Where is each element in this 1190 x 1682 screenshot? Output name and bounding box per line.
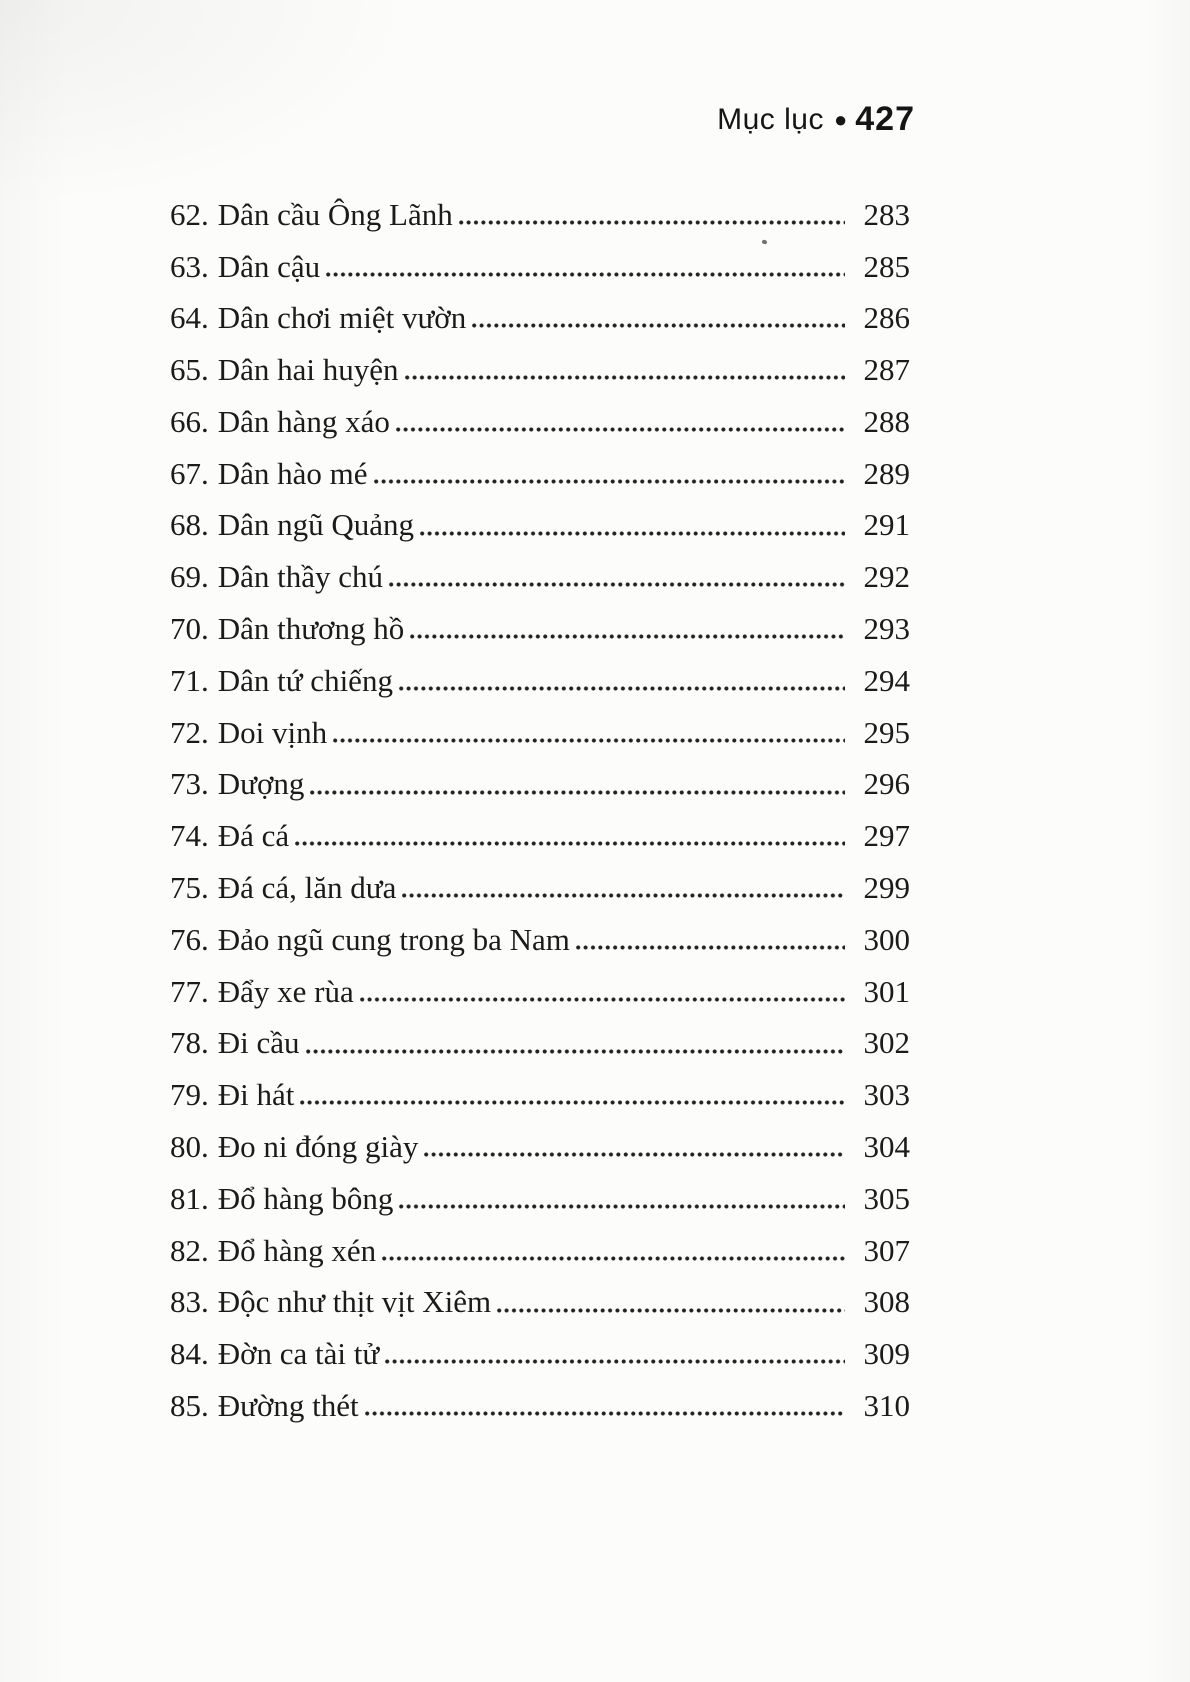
entry-page-number: 295 (863, 714, 910, 750)
entry-title: Doi vịnh (217, 714, 328, 750)
entry-label (170, 923, 570, 957)
entry-page-number: 304 (863, 1129, 910, 1165)
dot-leader (332, 736, 845, 745)
entry-number: 70. (170, 611, 209, 647)
dot-leader (409, 632, 845, 641)
section-title: Mục lục (717, 102, 824, 136)
entry-number: 84. (170, 1336, 209, 1372)
entry-title: Dân cầu Ông Lãnh (217, 196, 453, 232)
entry-number: 71. (170, 662, 209, 698)
dot-leader (384, 1357, 845, 1366)
entry-title: Đá cá, lăn dưa (217, 870, 397, 906)
entry-title: Dân chơi miệt vườn (217, 300, 467, 336)
entry-title: Đảo ngũ cung trong ba Nam (217, 921, 570, 957)
dot-leader (401, 891, 845, 900)
entry-page-number: 307 (863, 1232, 910, 1268)
toc-entry (170, 1216, 910, 1268)
entry-page-number: 305 (863, 1180, 910, 1216)
entry-title: Đường thét (217, 1388, 359, 1424)
dot-leader (299, 1098, 845, 1107)
entry-page-number: 293 (863, 611, 910, 647)
dot-leader (381, 1254, 845, 1263)
dot-leader (398, 684, 845, 693)
toc-entry (170, 802, 910, 854)
entry-title: Đo ni đóng giày (217, 1129, 419, 1165)
toc-list (170, 180, 910, 1423)
entry-label (170, 1285, 491, 1319)
toc-entry (170, 491, 910, 543)
dot-leader (458, 218, 845, 227)
entry-page-number: 292 (863, 559, 910, 595)
dot-leader (398, 1202, 845, 1211)
entry-title: Dân hào mé (217, 455, 368, 491)
entry-page-number: 300 (863, 921, 910, 957)
entry-title: Dân thầy chú (217, 559, 384, 595)
dot-leader (388, 580, 845, 589)
entry-number: 68. (170, 507, 209, 543)
entry-number: 76. (170, 921, 209, 957)
dot-leader (359, 995, 845, 1004)
entry-page-number: 310 (863, 1388, 910, 1424)
entry-page-number: 294 (863, 662, 910, 698)
entry-page-number: 299 (863, 870, 910, 906)
bullet-separator-icon: ● (833, 106, 848, 132)
entry-label (170, 560, 383, 594)
entry-title: Đi hát (217, 1077, 295, 1113)
entry-label (170, 716, 327, 750)
entry-title: Dân hai huyện (217, 352, 399, 388)
dot-leader (309, 788, 845, 797)
toc-entry (170, 698, 910, 750)
entry-label (170, 1234, 376, 1268)
entry-number: 64. (170, 300, 209, 336)
entry-number: 66. (170, 403, 209, 439)
toc-entry (170, 232, 910, 284)
toc-entry (170, 284, 910, 336)
entry-number: 82. (170, 1232, 209, 1268)
entry-title: Đá cá (217, 818, 290, 854)
toc-entry (170, 439, 910, 491)
entry-label (170, 871, 396, 905)
running-header (717, 100, 915, 139)
entry-number: 74. (170, 818, 209, 854)
entry-label (170, 819, 289, 853)
entry-title: Dân tứ chiếng (217, 662, 393, 698)
entry-number: 65. (170, 352, 209, 388)
toc-entry (170, 750, 910, 802)
dot-leader (419, 529, 845, 538)
entry-page-number: 309 (863, 1336, 910, 1372)
dot-leader (305, 1047, 845, 1056)
entry-title: Dân thương hồ (217, 611, 405, 647)
dot-leader (294, 839, 845, 848)
entry-title: Đi cầu (217, 1025, 300, 1061)
entry-number: 78. (170, 1025, 209, 1061)
entry-label (170, 1389, 359, 1423)
toc-entry (170, 180, 910, 232)
entry-title: Đẩy xe rùa (217, 973, 354, 1009)
entry-title: Đờn ca tài tử (217, 1336, 380, 1372)
toc-entry (170, 1268, 910, 1320)
entry-page-number: 303 (863, 1077, 910, 1113)
entry-label (170, 664, 393, 698)
entry-label (170, 1078, 294, 1112)
dot-leader (373, 477, 845, 486)
entry-label (170, 301, 466, 335)
toc-entry (170, 1112, 910, 1164)
entry-number: 80. (170, 1129, 209, 1165)
toc-entry (170, 1009, 910, 1061)
toc-entry (170, 387, 910, 439)
entry-page-number: 297 (863, 818, 910, 854)
entry-label (170, 353, 399, 387)
entry-label (170, 1337, 379, 1371)
entry-label (170, 1182, 393, 1216)
entry-number: 69. (170, 559, 209, 595)
entry-label (170, 198, 453, 232)
entry-page-number: 289 (863, 455, 910, 491)
header-page-number: 427 (855, 100, 915, 138)
toc-entry (170, 905, 910, 957)
dot-leader (496, 1306, 845, 1315)
entry-title: Độc như thịt vịt Xiêm (217, 1284, 492, 1320)
toc-entry (170, 1320, 910, 1372)
entry-title: Dân hàng xáo (217, 403, 390, 439)
toc-entry (170, 594, 910, 646)
toc-entry (170, 957, 910, 1009)
entry-page-number: 308 (863, 1284, 910, 1320)
entry-number: 85. (170, 1388, 209, 1424)
entry-page-number: 296 (863, 766, 910, 802)
dot-leader (325, 270, 845, 279)
dot-leader (575, 943, 845, 952)
entry-title: Dân cậu (217, 248, 321, 284)
entry-label (170, 975, 354, 1009)
entry-label (170, 612, 404, 646)
entry-number: 67. (170, 455, 209, 491)
entry-label (170, 457, 368, 491)
toc-entry (170, 853, 910, 905)
entry-number: 77. (170, 973, 209, 1009)
entry-title: Đổ hàng xén (217, 1232, 377, 1268)
toc-entry (170, 1164, 910, 1216)
entry-title: Đổ hàng bông (217, 1180, 394, 1216)
entry-number: 73. (170, 766, 209, 802)
entry-title: Dượng (217, 766, 305, 802)
entry-label (170, 767, 304, 801)
dot-leader (364, 1409, 845, 1418)
entry-number: 81. (170, 1180, 209, 1216)
dot-leader (404, 373, 845, 382)
dot-leader (423, 1150, 845, 1159)
entry-title: Dân ngũ Quảng (217, 507, 415, 543)
entry-page-number: 291 (863, 507, 910, 543)
toc-entry (170, 646, 910, 698)
entry-page-number: 285 (863, 248, 910, 284)
entry-label (170, 250, 320, 284)
entry-number: 75. (170, 870, 209, 906)
entry-page-number: 287 (863, 352, 910, 388)
toc-entry (170, 543, 910, 595)
toc-entry (170, 1371, 910, 1423)
entry-number: 63. (170, 248, 209, 284)
dot-leader (395, 425, 845, 434)
entry-label (170, 1130, 418, 1164)
entry-number: 62. (170, 196, 209, 232)
dot-leader (471, 321, 845, 330)
entry-number: 83. (170, 1284, 209, 1320)
entry-page-number: 288 (863, 403, 910, 439)
entry-page-number: 286 (863, 300, 910, 336)
entry-label (170, 405, 390, 439)
entry-number: 72. (170, 714, 209, 750)
entry-label (170, 508, 414, 542)
toc-entry (170, 1061, 910, 1113)
toc-entry (170, 335, 910, 387)
entry-page-number: 302 (863, 1025, 910, 1061)
entry-number: 79. (170, 1077, 209, 1113)
entry-label (170, 1026, 300, 1060)
entry-page-number: 283 (863, 196, 910, 232)
entry-page-number: 301 (863, 973, 910, 1009)
